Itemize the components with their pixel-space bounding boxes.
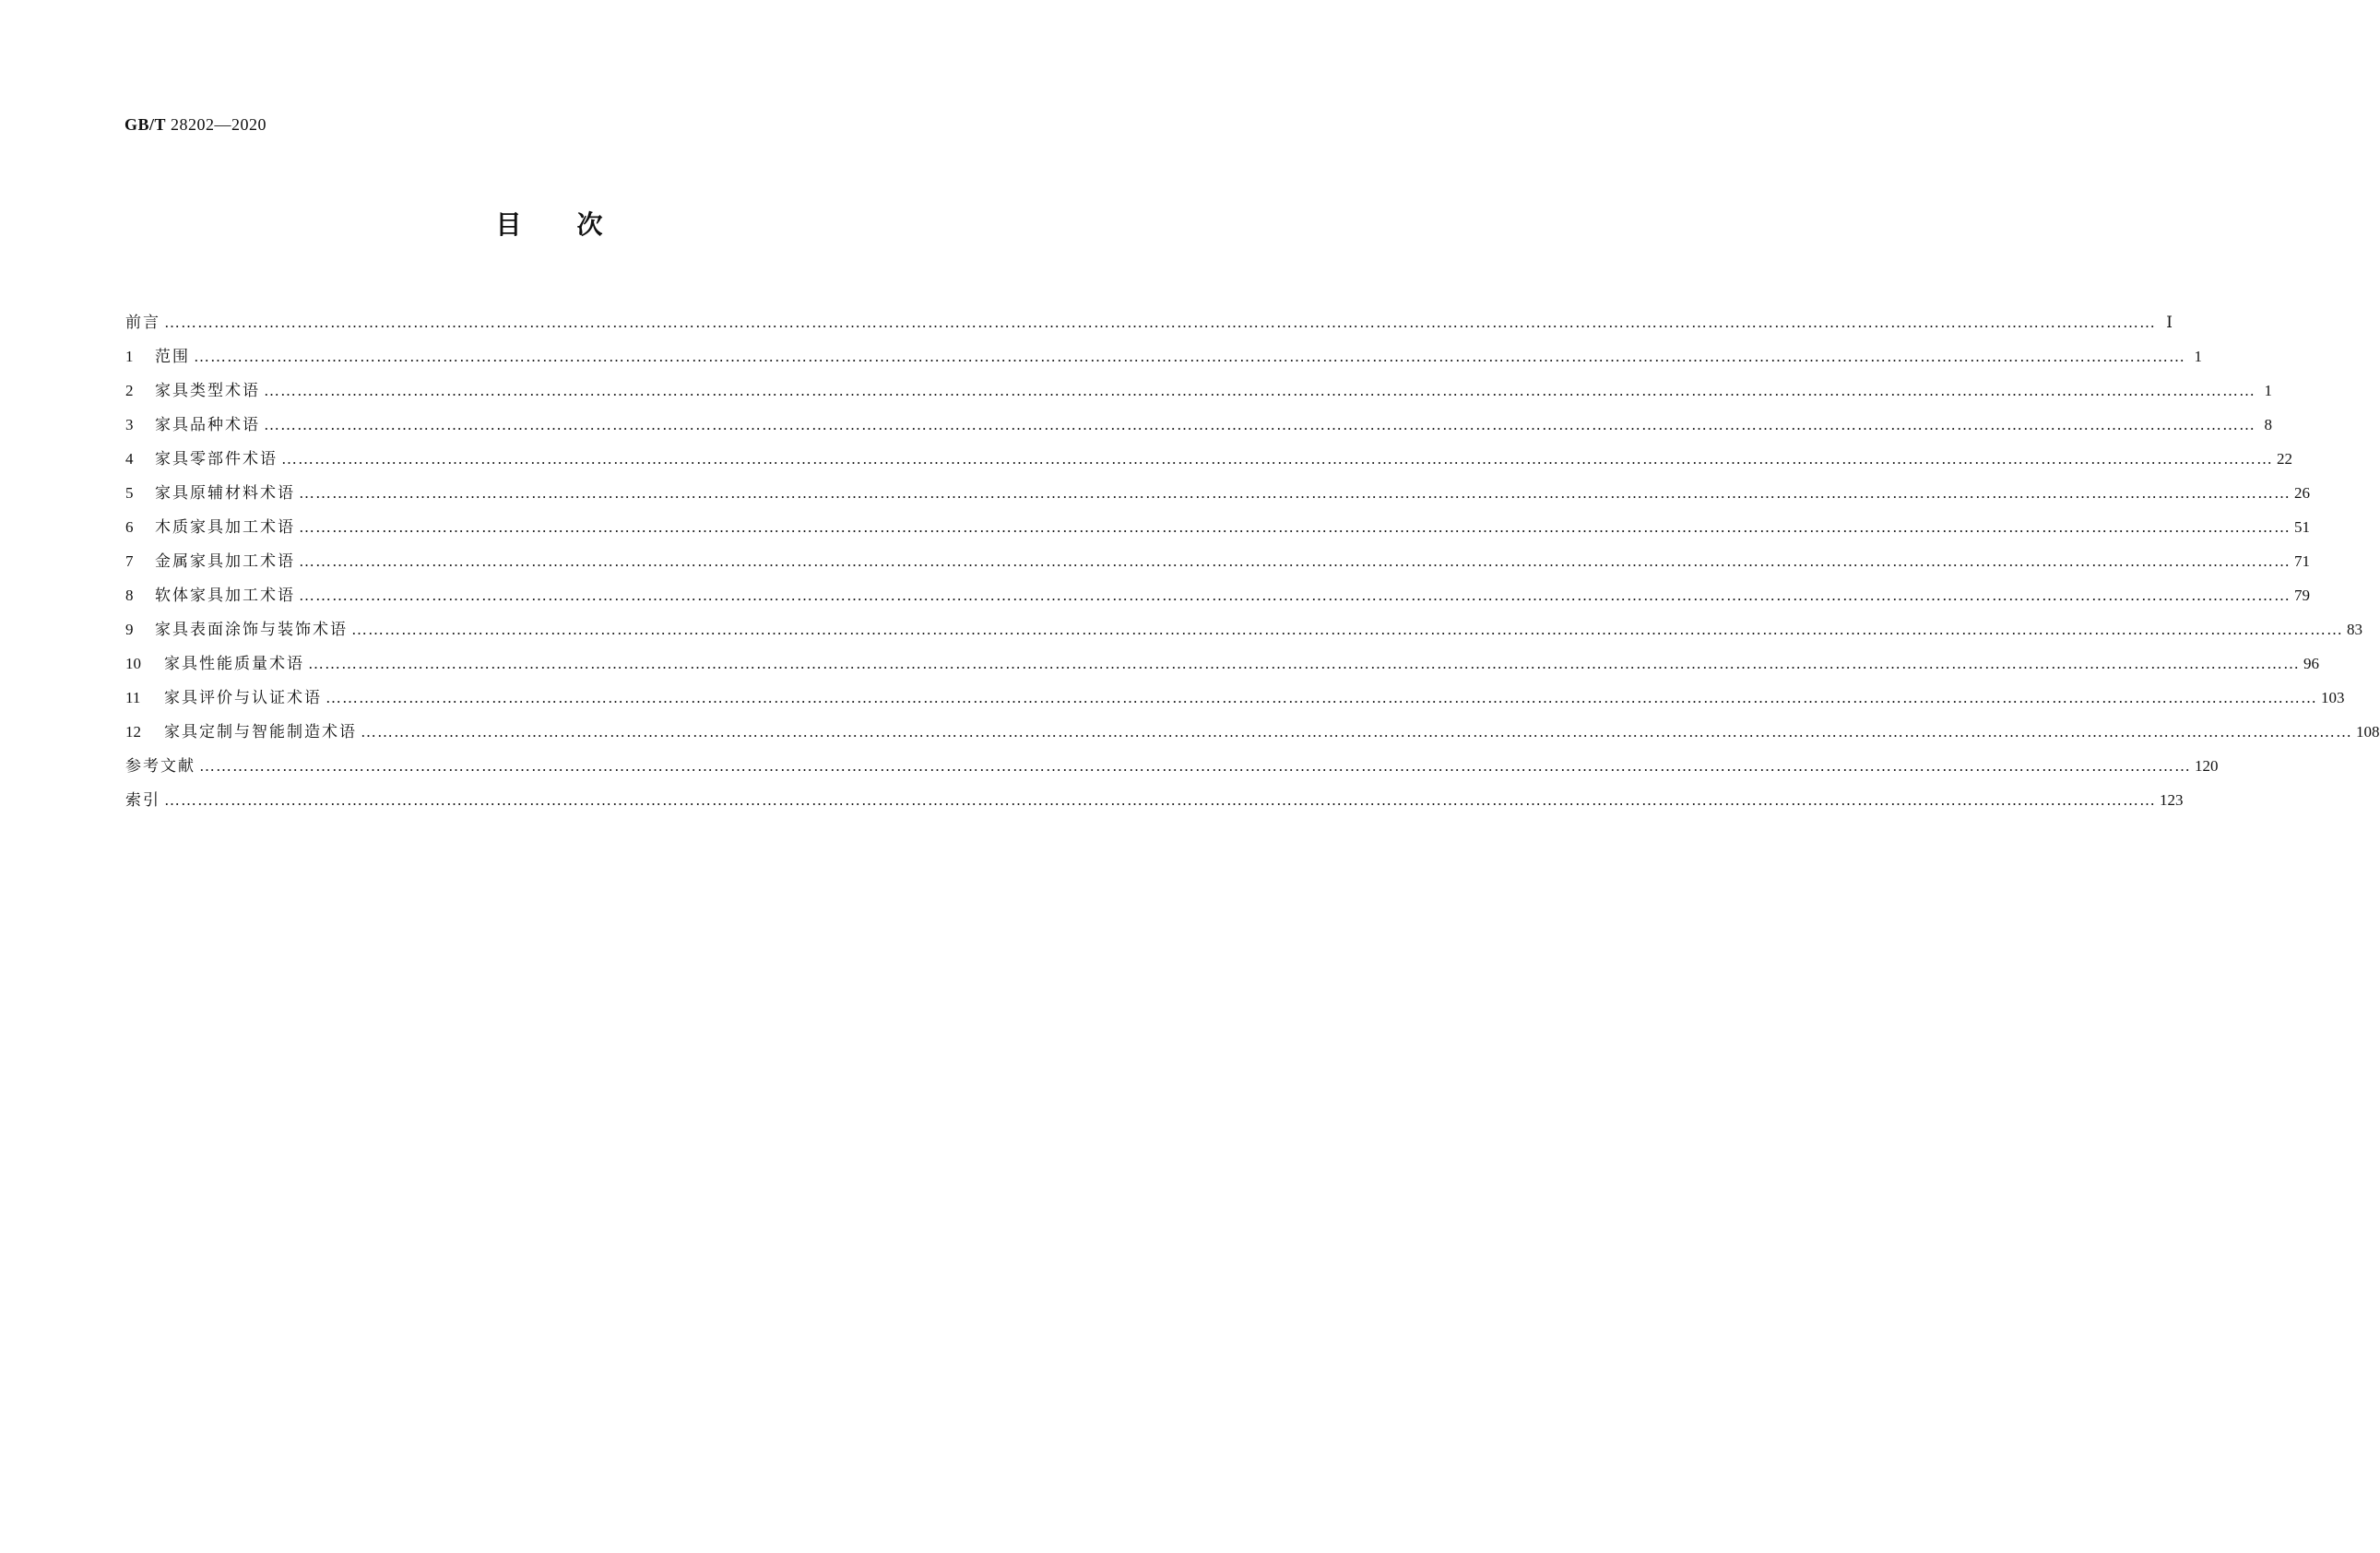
toc-entry[interactable] <box>125 708 2380 742</box>
toc-entry-label: 索引 <box>125 791 160 810</box>
toc-entry-page: 108 <box>2356 723 2380 741</box>
toc-entry-number: 11 <box>125 689 141 706</box>
toc-entry-page: 8 <box>2264 416 2272 433</box>
toc-entry[interactable] <box>125 367 2272 401</box>
toc-entry-label: 家具表面涂饰与装饰术语 <box>155 621 348 639</box>
toc-entry-page: 51 <box>2294 518 2310 536</box>
toc-entry[interactable] <box>125 299 2173 333</box>
toc-entry-title <box>125 756 195 776</box>
toc-entry-number: 12 <box>125 723 141 741</box>
toc-entry-label: 家具定制与智能制造术语 <box>164 723 357 741</box>
toc-entry-number: 7 <box>125 552 134 570</box>
toc-entry-page: 96 <box>2303 655 2319 672</box>
toc-entry-page: 1 <box>2194 348 2202 365</box>
toc-leader-dots: ……………………………………………………………………………………………………………………………………………………………………………………………………………………………………………………………………………………………………………………………… <box>299 587 2291 604</box>
toc-entry[interactable] <box>125 435 2292 469</box>
toc-entry-number: 1 <box>125 348 134 365</box>
toc-entry-number: 10 <box>125 655 141 672</box>
toc-entry-title <box>125 415 260 435</box>
toc-entry-number: 3 <box>125 416 134 433</box>
toc-entry-label: 家具原辅材料术语 <box>155 484 295 503</box>
toc-entry-title <box>125 551 295 572</box>
toc-entry-title <box>125 722 357 742</box>
toc-entry-label: 木质家具加工术语 <box>155 518 295 537</box>
toc-entry-label: 家具零部件术语 <box>155 450 278 468</box>
toc-entry-page: 79 <box>2294 587 2310 604</box>
toc-entry[interactable] <box>125 606 2362 640</box>
toc-entry-title <box>125 313 160 333</box>
toc-entry[interactable] <box>125 776 2184 811</box>
toc-leader-dots: ……………………………………………………………………………………………………………………………………………………………………………………………………………………………………………………………………………………………………………………………… <box>194 348 2185 365</box>
toc-entry-label: 范围 <box>155 348 190 366</box>
toc-entry-number: 9 <box>125 621 134 638</box>
toc-entry-title <box>125 483 295 504</box>
toc-entry-label: 前言 <box>125 314 160 332</box>
toc-entry[interactable] <box>125 640 2319 674</box>
toc-leader-dots: ……………………………………………………………………………………………………………………………………………………………………………………………………………………………………………………………………………………………………………………………… <box>164 314 2156 331</box>
toc-entry-number: 2 <box>125 382 134 399</box>
toc-entry-label: 家具品种术语 <box>155 416 260 434</box>
toc-entry-label: 软体家具加工术语 <box>155 587 295 605</box>
toc-leader-dots: ……………………………………………………………………………………………………………………………………………………………………………………………………………………………………………………………………………………………………………………………… <box>281 450 2273 468</box>
toc-entry-page: 103 <box>2321 689 2345 706</box>
toc-entry-label: 参考文献 <box>125 757 195 776</box>
toc-entry-page: 71 <box>2294 552 2310 570</box>
standard-code <box>124 115 266 135</box>
table-of-contents <box>125 299 2380 811</box>
toc-leader-dots: ……………………………………………………………………………………………………………………………………………………………………………………………………………………………………………………………………………………………………………………………… <box>308 655 2300 672</box>
toc-entry-label: 家具评价与认证术语 <box>164 689 322 707</box>
toc-leader-dots: ……………………………………………………………………………………………………………………………………………………………………………………………………………………………………………………………………………………………………………………………… <box>361 723 2352 741</box>
toc-entry-page: 123 <box>2160 791 2184 809</box>
toc-entry-page: 26 <box>2294 484 2310 502</box>
toc-entry-number: 6 <box>125 518 134 536</box>
toc-entry-title <box>125 449 278 469</box>
toc-leader-dots: ……………………………………………………………………………………………………………………………………………………………………………………………………………………………………………………………………………………………………………………………… <box>299 518 2291 536</box>
toc-entry-page: 1 <box>2264 382 2272 399</box>
toc-entry-title <box>125 347 190 367</box>
toc-entry-title <box>125 586 295 606</box>
toc-entry-page: 22 <box>2277 450 2292 468</box>
toc-entry-page: 83 <box>2347 621 2362 638</box>
toc-leader-dots: ……………………………………………………………………………………………………………………………………………………………………………………………………………………………………………………………………………………………………………………………… <box>264 416 2256 433</box>
standard-prefix: GB/T <box>124 115 167 134</box>
toc-leader-dots: ……………………………………………………………………………………………………………………………………………………………………………………………………………………………………………………………………………………………………………………………… <box>199 757 2191 775</box>
toc-leader-dots: ……………………………………………………………………………………………………………………………………………………………………………………………………………………………………………………………………………………………………………………………… <box>299 552 2291 570</box>
standard-number: 28202—2020 <box>171 115 267 134</box>
toc-entry[interactable] <box>125 504 2310 538</box>
toc-entry-page: 120 <box>2195 757 2219 775</box>
toc-leader-dots: ……………………………………………………………………………………………………………………………………………………………………………………………………………………………………………………………………………………………………………………………… <box>351 621 2343 638</box>
toc-entry[interactable] <box>125 469 2310 504</box>
page-title: 目次 <box>495 209 658 240</box>
toc-entry-title <box>125 688 322 708</box>
toc-entry-label: 金属家具加工术语 <box>155 552 295 571</box>
toc-entry-title <box>125 517 295 538</box>
toc-entry[interactable] <box>125 538 2310 572</box>
toc-entry-title <box>125 654 304 674</box>
toc-entry[interactable] <box>125 674 2345 708</box>
toc-entry[interactable] <box>125 333 2202 367</box>
toc-entry[interactable] <box>125 742 2219 776</box>
toc-entry-title <box>125 790 160 811</box>
toc-entry-label: 家具类型术语 <box>155 382 260 400</box>
toc-entry-page: Ⅰ <box>2166 314 2173 331</box>
toc-entry[interactable] <box>125 572 2310 606</box>
toc-entry-number: 4 <box>125 450 134 468</box>
toc-leader-dots: ……………………………………………………………………………………………………………………………………………………………………………………………………………………………………………………………………………………………………………………………… <box>264 382 2256 399</box>
toc-entry-title <box>125 381 260 401</box>
toc-entry-label: 家具性能质量术语 <box>164 655 304 673</box>
toc-entry-title <box>125 620 348 640</box>
toc-entry[interactable] <box>125 401 2272 435</box>
toc-leader-dots: ……………………………………………………………………………………………………………………………………………………………………………………………………………………………………………………………………………………………………………………………… <box>326 689 2317 706</box>
toc-leader-dots: ……………………………………………………………………………………………………………………………………………………………………………………………………………………………………………………………………………………………………………………………… <box>299 484 2291 502</box>
toc-leader-dots: ……………………………………………………………………………………………………………………………………………………………………………………………………………………………………………………………………………………………………………………………… <box>164 791 2156 809</box>
toc-entry-number: 8 <box>125 587 134 604</box>
toc-entry-number: 5 <box>125 484 134 502</box>
